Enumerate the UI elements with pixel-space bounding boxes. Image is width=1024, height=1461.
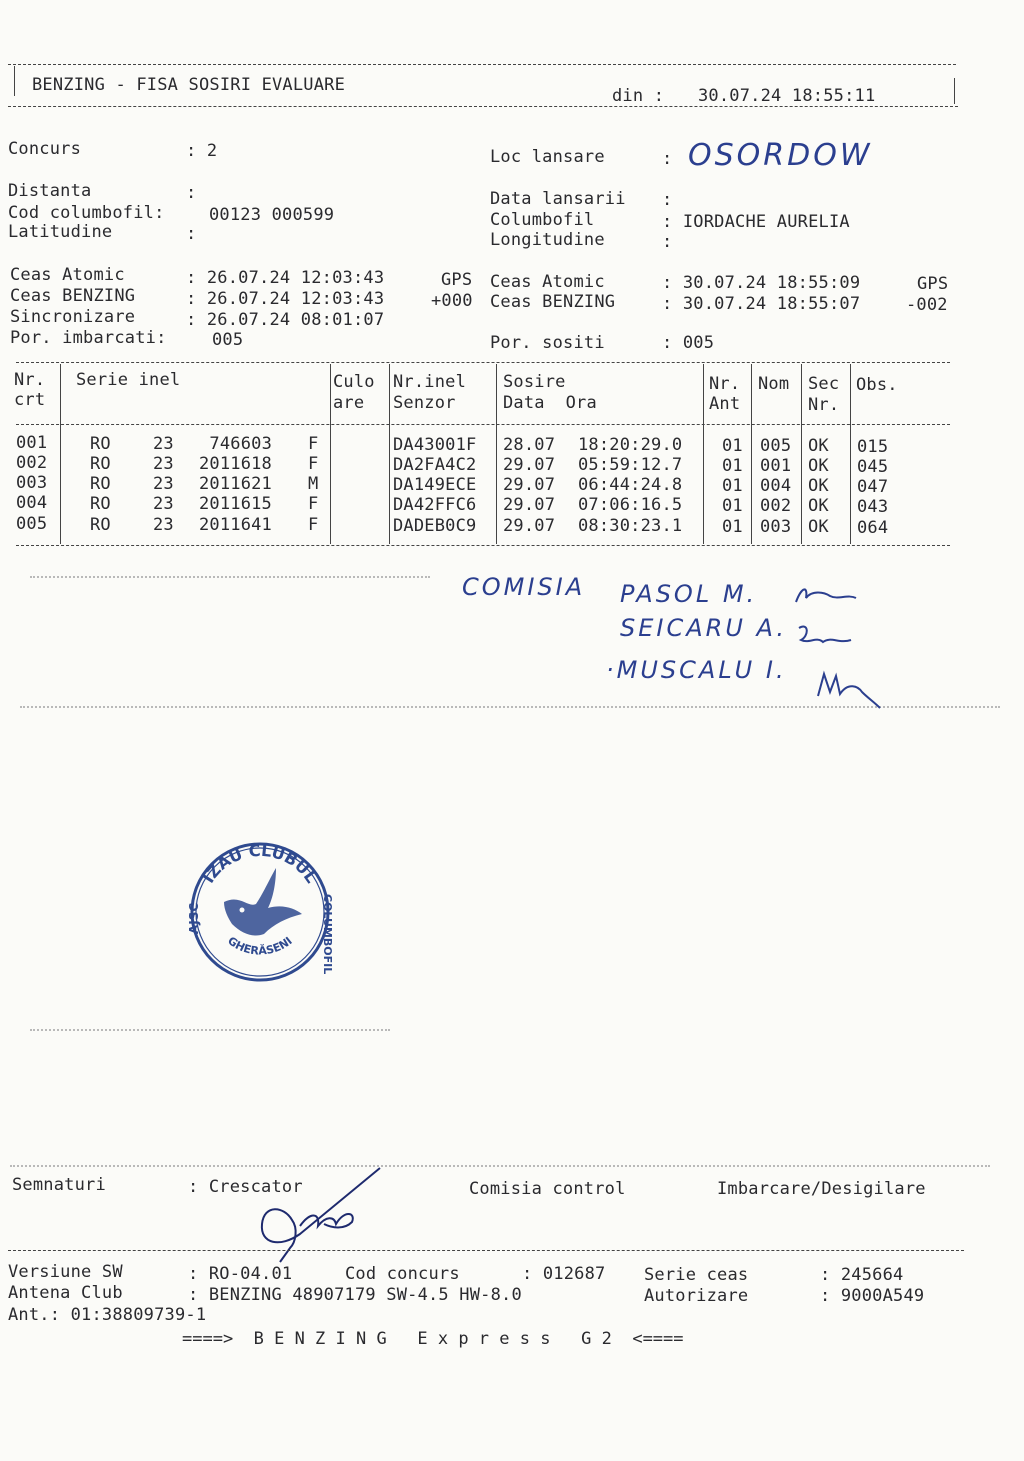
- antena-club-value: : BENZING 48907179 SW-4.5 HW-8.0: [188, 1285, 522, 1305]
- cell-nr: 001: [16, 433, 48, 453]
- header-right-border: [954, 78, 955, 104]
- cell-sex: F: [308, 494, 319, 514]
- cell-obs: 064: [857, 518, 889, 538]
- th-obs: Obs.: [856, 375, 898, 395]
- cell-obs: 015: [857, 437, 889, 457]
- cell-sec: OK: [808, 476, 829, 496]
- handwritten-signature-3: [814, 668, 884, 712]
- cell-senzor: DADEB0C9: [393, 516, 477, 536]
- svg-text:IZAU CLUBUL: IZAU CLUBUL: [198, 840, 322, 887]
- ceas-atomic-right-label: Ceas Atomic: [490, 272, 605, 292]
- table-top-border: [16, 362, 950, 363]
- cell-data: 28.07: [503, 435, 556, 455]
- table-col-line-1: [60, 364, 61, 544]
- loc-lansare-handwritten: OSORDOW: [688, 138, 873, 173]
- columbofil-value: : IORDACHE AURELIA: [662, 212, 850, 232]
- ceas-atomic-left-suffix: GPS: [441, 270, 473, 290]
- cell-nom: 003: [760, 517, 792, 537]
- cell-senzor: DA2FA4C2: [393, 455, 477, 475]
- ceas-atomic-left-value: : 26.07.24 12:03:43: [186, 268, 385, 288]
- cell-data: 29.07: [503, 455, 556, 475]
- cell-ora: 08:30:23.1: [578, 516, 683, 536]
- ceas-benzing-left-label: Ceas BENZING: [10, 286, 136, 306]
- antena-club-label: Antena Club: [8, 1283, 123, 1303]
- cell-ant: 01: [722, 517, 743, 537]
- th-data-ora: Data Ora: [503, 393, 597, 413]
- commission-member-2: SEICARU A.: [620, 614, 788, 642]
- ceas-benzing-left-value: : 26.07.24 12:03:43: [186, 289, 385, 309]
- th-ant: Ant: [709, 394, 741, 414]
- cell-country: RO: [90, 474, 111, 494]
- sositi-label: Por. sositi: [490, 333, 605, 353]
- header-top-border: [8, 64, 956, 65]
- table-col-line-6: [751, 364, 752, 544]
- cell-nom: 004: [760, 476, 792, 496]
- cell-sec: OK: [808, 456, 829, 476]
- header-din-label: din :: [612, 86, 665, 106]
- svg-text:AJSC: AJSC: [187, 902, 201, 934]
- imbarcati-value: 005: [212, 330, 244, 350]
- cell-year: 23: [153, 515, 174, 535]
- cell-ant: 01: [722, 496, 743, 516]
- crescator-label: : Crescator: [188, 1177, 303, 1197]
- latitudine-value: :: [186, 224, 197, 244]
- th-are: are: [333, 393, 365, 413]
- cell-sec: OK: [808, 517, 829, 537]
- cell-year: 23: [153, 434, 174, 454]
- cell-data: 29.07: [503, 495, 556, 515]
- cell-country: RO: [90, 494, 111, 514]
- cell-senzor: DA43001F: [393, 435, 477, 455]
- brand-line: ====> B E N Z I N G E x p r e s s G 2 <====: [182, 1329, 684, 1349]
- columbofil-label: Columbofil: [490, 210, 595, 230]
- imbarcati-label: Por. imbarcati:: [10, 328, 167, 348]
- table-header-bottom-border: [16, 424, 950, 425]
- cell-obs: 047: [857, 477, 889, 497]
- cell-nr: 003: [16, 473, 48, 493]
- cell-ring: 2011618: [198, 454, 272, 474]
- table-col-line-7: [801, 364, 802, 544]
- cell-nom: 005: [760, 436, 792, 456]
- footer-top-border: [8, 1250, 964, 1251]
- ceas-atomic-left-label: Ceas Atomic: [10, 265, 125, 285]
- th-culo: Culo: [333, 372, 375, 392]
- commission-member-1: PASOL M.: [620, 580, 758, 608]
- cell-sec: OK: [808, 496, 829, 516]
- ceas-atomic-right-suffix: GPS: [917, 274, 949, 294]
- header-bottom-border: [8, 106, 958, 107]
- data-lansarii-label: Data lansarii: [490, 189, 626, 209]
- cell-nr: 005: [16, 514, 48, 534]
- commission-label: COMISIA: [462, 573, 586, 601]
- faint-dotted-line: [10, 1165, 990, 1167]
- cell-nr: 002: [16, 453, 48, 473]
- sincronizare-value: : 26.07.24 08:01:07: [186, 310, 385, 330]
- header-title: BENZING - FISA SOSIRI EVALUARE: [32, 75, 346, 95]
- cell-ring: 2011615: [198, 494, 272, 514]
- svg-text:GHERĂSENI: GHERĂSENI: [225, 934, 295, 958]
- club-stamp: [184, 838, 336, 986]
- cell-sex: M: [308, 474, 319, 494]
- cell-year: 23: [153, 474, 174, 494]
- cell-country: RO: [90, 515, 111, 535]
- serie-ceas-value: : 245664: [820, 1265, 904, 1285]
- table-col-line-3: [389, 364, 390, 544]
- table-col-line-2: [330, 364, 331, 544]
- cell-ant: 01: [722, 436, 743, 456]
- cell-year: 23: [153, 454, 174, 474]
- ceas-benzing-left-suffix: +000: [431, 291, 473, 311]
- th-nr-inel: Nr.inel: [393, 372, 467, 392]
- concurs-label: Concurs: [8, 139, 82, 159]
- loc-lansare-label: Loc lansare: [490, 147, 605, 167]
- cell-senzor: DA42FFC6: [393, 495, 477, 515]
- th-sec-nr: Nr.: [808, 395, 840, 415]
- longitudine-value: :: [662, 232, 673, 252]
- th-nr-ant: Nr.: [709, 374, 741, 394]
- autorizare-value: : 9000A549: [820, 1286, 925, 1306]
- sositi-value: : 005: [662, 333, 715, 353]
- svg-text:COLUMBOFIL: COLUMBOFIL: [321, 894, 334, 975]
- cell-ant: 01: [722, 476, 743, 496]
- cell-nom: 002: [760, 496, 792, 516]
- commission-member-3: ·MUSCALU I.: [606, 656, 787, 684]
- serie-ceas-label: Serie ceas: [644, 1265, 749, 1285]
- ceas-benzing-right-value: : 30.07.24 18:55:07: [662, 294, 861, 314]
- table-col-line-5: [703, 364, 704, 544]
- versiune-sw-label: Versiune SW: [8, 1262, 123, 1282]
- cell-senzor: DA149ECE: [393, 475, 477, 495]
- th-nom: Nom: [758, 374, 790, 394]
- concurs-value: : 2: [186, 141, 218, 161]
- cell-ring: 2011621: [198, 474, 272, 494]
- versiune-sw-value: : RO-04.01: [188, 1264, 293, 1284]
- autorizare-label: Autorizare: [644, 1286, 749, 1306]
- latitudine-label: Latitudine: [8, 222, 113, 242]
- cell-year: 23: [153, 494, 174, 514]
- longitudine-label: Longitudine: [490, 230, 605, 250]
- header-left-border: [14, 66, 15, 96]
- cell-data: 29.07: [503, 516, 556, 536]
- distanta-label: Distanta: [8, 181, 92, 201]
- table-col-line-8: [850, 364, 851, 544]
- comisia-control-label: Comisia control: [469, 1179, 626, 1199]
- th-senzor: Senzor: [393, 393, 456, 413]
- cell-country: RO: [90, 454, 111, 474]
- cell-ora: 05:59:12.7: [578, 455, 683, 475]
- cell-ora: 06:44:24.8: [578, 475, 683, 495]
- cell-ora: 18:20:29.0: [578, 435, 683, 455]
- cell-ora: 07:06:16.5: [578, 495, 683, 515]
- semnaturi-label: Semnaturi: [12, 1175, 106, 1195]
- header-din-value: 30.07.24 18:55:11: [698, 86, 876, 106]
- cod-columbofil-value: 00123 000599: [209, 205, 335, 225]
- th-sosire: Sosire: [503, 372, 566, 392]
- faint-dotted-line: [30, 576, 430, 578]
- cod-concurs-label: Cod concurs: [345, 1264, 460, 1284]
- cell-ant: 01: [722, 456, 743, 476]
- cell-nom: 001: [760, 456, 792, 476]
- cell-sec: OK: [808, 436, 829, 456]
- cell-nr: 004: [16, 493, 48, 513]
- cod-concurs-value: : 012687: [522, 1264, 606, 1284]
- cell-sex: F: [308, 454, 319, 474]
- antenna-id-line: Ant.: 01:38809739-1: [8, 1305, 207, 1325]
- distanta-value: :: [186, 183, 197, 203]
- cell-obs: 043: [857, 497, 889, 517]
- cell-country: RO: [90, 434, 111, 454]
- ceas-benzing-right-suffix: -002: [906, 295, 948, 315]
- cell-ring: 2011641: [198, 515, 272, 535]
- th-sec: Sec: [808, 374, 840, 394]
- cell-sex: F: [308, 515, 319, 535]
- loc-lansare-colon: :: [662, 149, 673, 169]
- faint-dotted-line: [30, 1029, 390, 1031]
- handwritten-signature-1: [790, 582, 860, 610]
- cod-columbofil-label: Cod columbofil:: [8, 203, 165, 223]
- breeder-signature: [240, 1164, 390, 1274]
- table-bottom-border: [16, 545, 950, 546]
- th-nr: Nr.: [14, 370, 46, 390]
- ceas-benzing-right-label: Ceas BENZING: [490, 292, 616, 312]
- th-serie-inel: Serie inel: [76, 370, 181, 390]
- imbarcare-desigilare-label: Imbarcare/Desigilare: [717, 1179, 926, 1199]
- cell-ring: 746603: [209, 434, 272, 454]
- handwritten-signature-2: [795, 622, 855, 652]
- cell-obs: 045: [857, 457, 889, 477]
- sincronizare-label: Sincronizare: [10, 307, 136, 327]
- ceas-atomic-right-value: : 30.07.24 18:55:09: [662, 273, 861, 293]
- cell-sex: F: [308, 434, 319, 454]
- th-crt: crt: [14, 390, 46, 410]
- cell-data: 29.07: [503, 475, 556, 495]
- data-lansarii-value: :: [662, 190, 673, 210]
- table-col-line-4: [496, 364, 497, 544]
